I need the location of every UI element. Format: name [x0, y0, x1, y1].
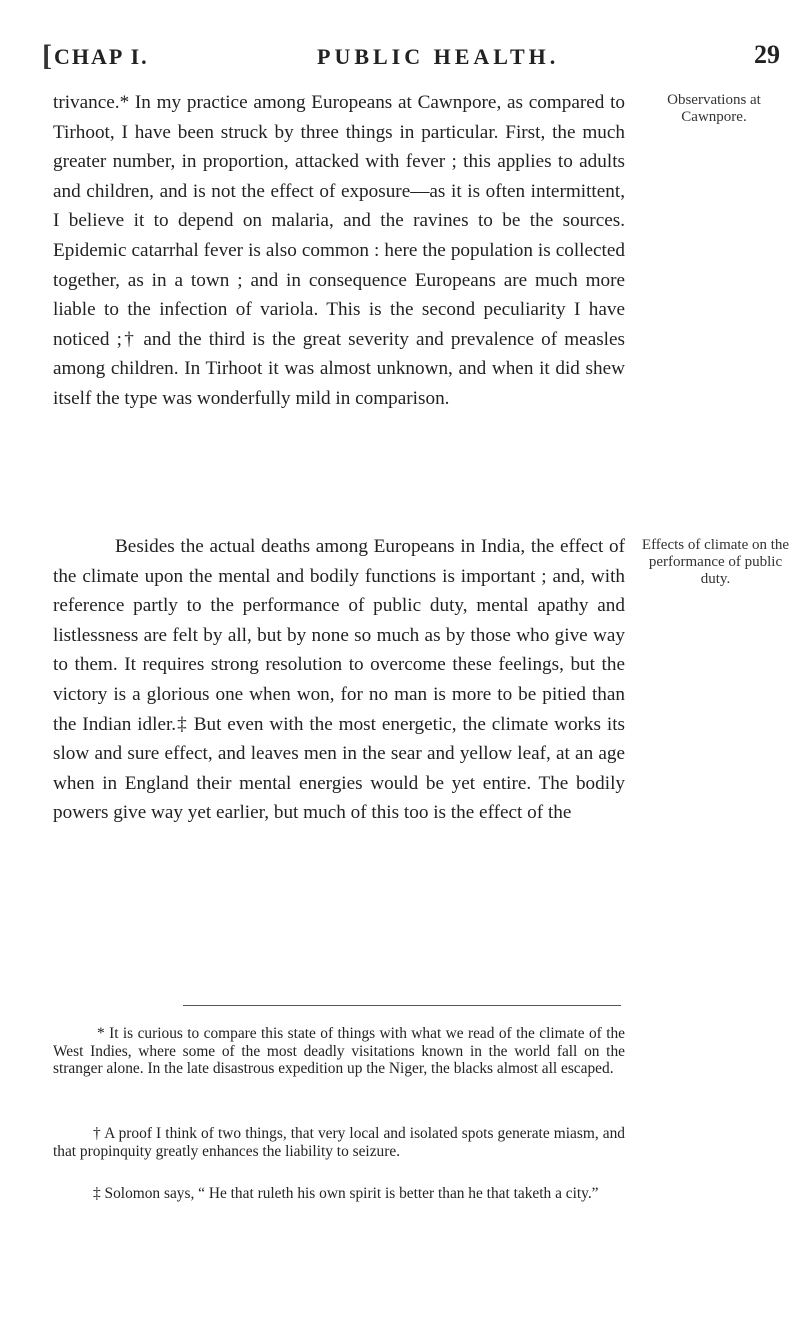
body-paragraph-1: trivance.* In my practice among Europeans at Cawnpore, as compared to Tirhoot, I have been struck by three things in particular. First, the much greater number, in proportion, attacked with fever ; this applies to adults and children, and is not the effect of exposure—as it is often intermittent, I believe it to depend on malaria, and the ravines to be the sources. Epidemic catarrhal fever is also common : here the population is collected together, as in a town ; and in consequence Europeans are much more liable to the infection of variola. This is the second peculiarity I have noticed ;† and the third is the great severity and prevalence of measles among children. In Tirhoot it was almost unknown, and when it did shew itself the type was wonderfully mild in comparison.	[53, 92, 625, 409]
running-title: PUBLIC HEALTH.	[317, 44, 560, 69]
footnote-3: ‡ Solomon says, “ He that ruleth his own spirit is better than he that taketh a city.”	[93, 1185, 599, 1202]
running-header	[42, 38, 792, 78]
footnote-divider	[183, 1005, 621, 1006]
chapter-label: CHAP I.	[54, 44, 149, 69]
body-paragraph-2: Besides the actual deaths among Europeans in India, the effect of the climate upon the mental and bodily functions is important ; and, with reference partly to the performance of public duty, mental apathy and listlessness are felt by all, but by none so much as by those who give way to them. It requires strong resolution to overcome these feelings, but the victory is a glorious one when won, for no man is more to be pitied than the Indian idler.‡ But even with the most energetic, the climate works its slow and sure effect, and leaves men in the sear and yellow leaf, at an age when in England their mental energies would be yet entire. The bodily powers give way yet earlier, but much of this too is the effect of the	[53, 536, 625, 824]
page-number: 29	[754, 40, 780, 69]
margin-note-effects-of-climate: Effects of climate on the performance of public duty.	[641, 537, 790, 587]
margin-note-observations: Observations at Cawnpore.	[667, 92, 761, 125]
footnote-2: † A proof I think of two things, that very local and isolated spots generate miasm, and that propinquity greatly enhances the liability to seizure.	[53, 1125, 625, 1160]
header-bracket: [	[42, 39, 52, 72]
footnote-1: * It is curious to compare this state of things with what we read of the climate of the West Indies, where some of the most deadly visitations known in the world fall on the stranger alone. In the late disastrous expedition up the Niger, the blacks almost all escaped.	[53, 1025, 625, 1078]
